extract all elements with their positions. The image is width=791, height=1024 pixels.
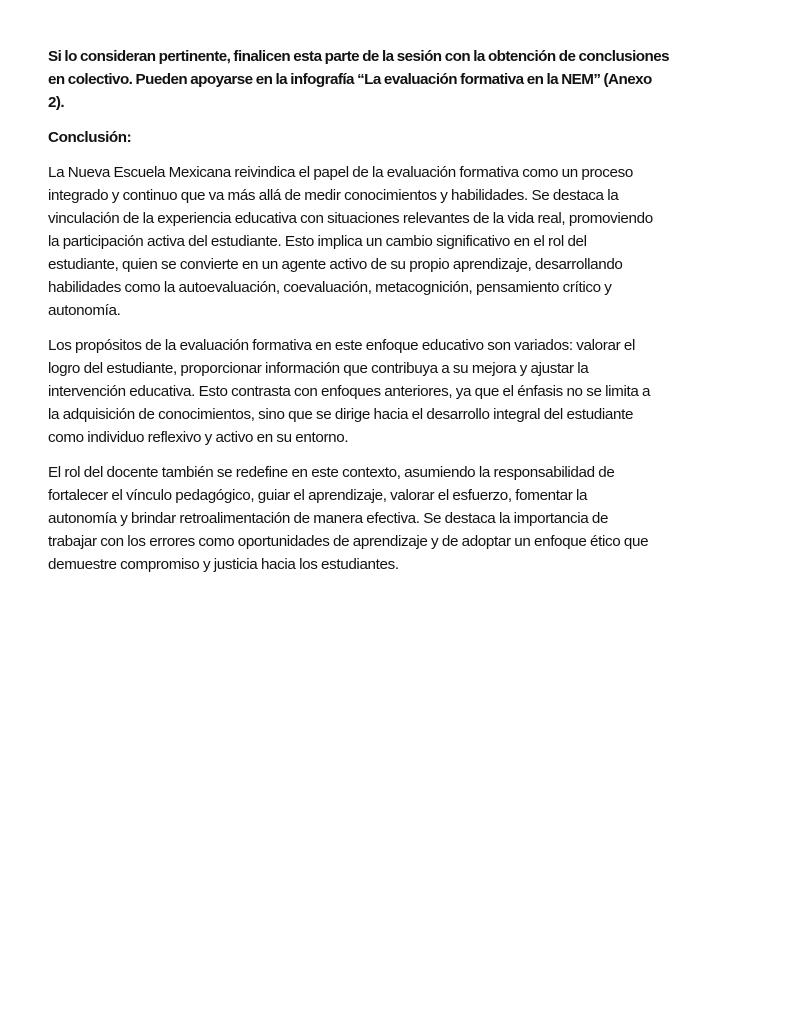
paragraph-line: logro del estudiante, proporcionar información que contribuya a su mejora y ajustar la xyxy=(48,360,589,377)
paragraph-line: El rol del docente también se redefine en este contexto, asumiendo la responsabilidad de xyxy=(48,464,615,481)
document-page xyxy=(48,45,768,576)
paragraph-line: estudiante, quien se convierte en un agente activo de su propio aprendizaje, desarrollando xyxy=(48,256,623,273)
paragraph-line: autonomía y brindar retroalimentación de manera efectiva. Se destaca la importancia de xyxy=(48,510,609,527)
intro-line: en colectivo. Pueden apoyarse en la infografía “La evaluación formativa en la NEM” (Anexo xyxy=(48,71,652,88)
paragraph-line: habilidades como la autoevaluación, coevaluación, metacognición, pensamiento crítico y xyxy=(48,279,612,296)
paragraph-purposes xyxy=(48,334,768,449)
paragraph-line: Los propósitos de la evaluación formativa en este enfoque educativo son variados: valorar el xyxy=(48,337,635,354)
paragraph-line: fortalecer el vínculo pedagógico, guiar el aprendizaje, valorar el esfuerzo, fomentar la xyxy=(48,487,588,504)
intro-line: Si lo consideran pertinente, finalicen esta parte de la sesión con la obtención de conclusiones xyxy=(48,48,669,65)
paragraph-nem-evaluation xyxy=(48,161,768,322)
paragraph-line: como individuo reflexivo y activo en su entorno. xyxy=(48,429,349,446)
paragraph-line: La Nueva Escuela Mexicana reivindica el papel de la evaluación formativa como un proceso xyxy=(48,164,633,181)
conclusion-heading: Conclusión: xyxy=(48,129,132,146)
paragraph-line: demuestre compromiso y justicia hacia los estudiantes. xyxy=(48,556,399,573)
intro-line: 2). xyxy=(48,94,65,111)
paragraph-line: trabajar con los errores como oportunidades de aprendizaje y de adoptar un enfoque ético que xyxy=(48,533,649,550)
paragraph-line: integrado y continuo que va más allá de medir conocimientos y habilidades. Se destaca la xyxy=(48,187,619,204)
paragraph-line: la participación activa del estudiante. Esto implica un cambio significativo en el rol del xyxy=(48,233,587,250)
paragraph-line: vinculación de la experiencia educativa con situaciones relevantes de la vida real, promoviendo xyxy=(48,210,653,227)
paragraph-line: autonomía. xyxy=(48,302,121,319)
paragraph-teacher-role xyxy=(48,461,768,576)
paragraph-line: la adquisición de conocimientos, sino que se dirige hacia el desarrollo integral del estudiante xyxy=(48,406,634,423)
paragraph-line: intervención educativa. Esto contrasta con enfoques anteriores, ya que el énfasis no se limita a xyxy=(48,383,651,400)
intro-instruction xyxy=(48,45,768,114)
